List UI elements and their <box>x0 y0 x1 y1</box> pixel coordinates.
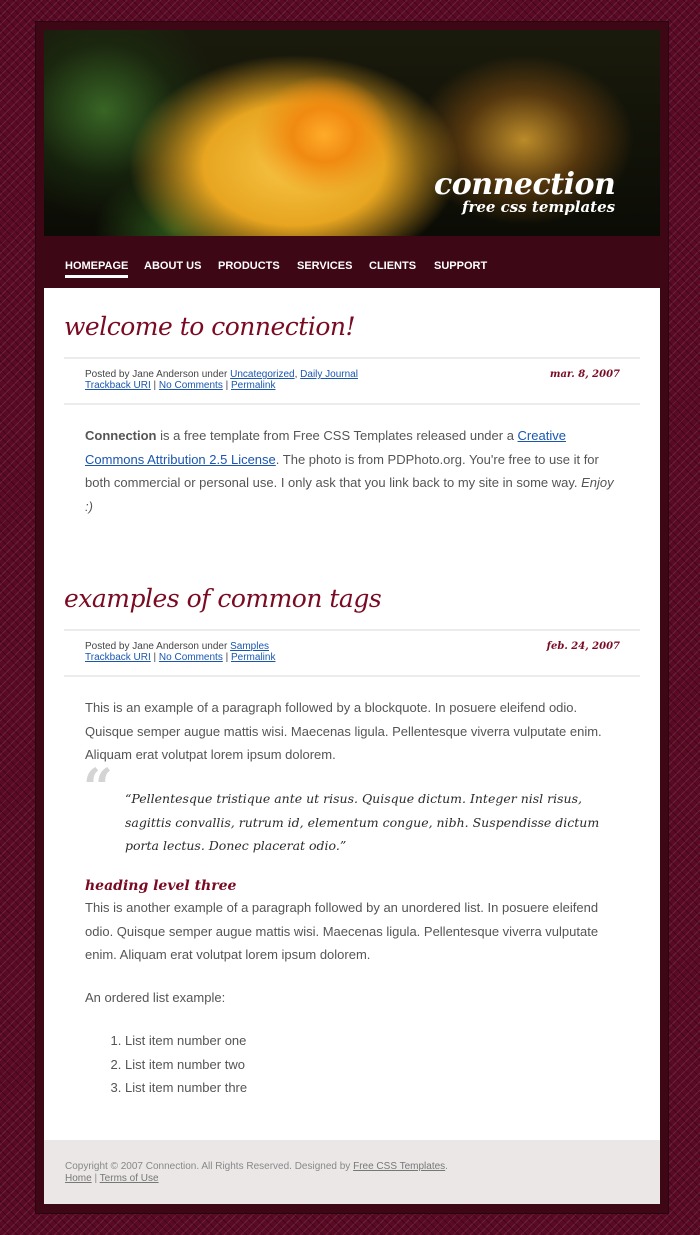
post-meta: Posted by Jane Anderson under Samples Trackback URI | No Comments | Permalink feb. 24, 2007 <box>64 629 640 677</box>
posted-by: Posted by Jane Anderson under <box>85 369 228 380</box>
nav-about-us[interactable]: ABOUT US <box>144 260 202 272</box>
main-nav <box>44 236 660 288</box>
trackback-link[interactable]: Trackback URI <box>85 652 151 663</box>
heading-level-three: heading level three <box>85 878 237 894</box>
footer: Copyright © 2007 Connection. All Rights Reserved. Designed by Free CSS Templates. Home | Terms of Use <box>44 1140 660 1204</box>
comments-link[interactable]: No Comments <box>158 380 223 391</box>
post-body: Connection is a free template from Free CSS Templates released under a Creative Commons Attribution 2.5 License. The photo is from PDPhoto.org. You're free to use it for both commercial or personal use. I only ask that you link back to my site in some way. Enjoy :) <box>85 428 614 514</box>
license-link[interactable]: Creative Commons Attribution 2.5 License <box>85 428 566 467</box>
header-banner <box>44 30 660 236</box>
post-date: feb. 24, 2007 <box>546 641 620 652</box>
category-link[interactable]: Daily Journal <box>300 369 358 380</box>
main-content <box>44 288 660 1140</box>
posted-by: Posted by Jane Anderson under <box>85 641 228 652</box>
list-item: 2. List item number two <box>125 1053 247 1077</box>
permalink-link[interactable]: Permalink <box>230 380 276 391</box>
paragraph: This is an example of a paragraph followed by a blockquote. In posuere eleifend odio. Quisque semper augue mattis wisi. Maecenas ligula. Pellentesque viverra vulputate enim. Aliquam erat volutpat lorem ipsum dolorem. <box>85 700 602 762</box>
nav-services[interactable]: SERVICES <box>297 260 353 272</box>
post-title[interactable]: welcome to connection! <box>64 312 356 341</box>
category-link[interactable]: Samples <box>230 641 270 652</box>
nav-homepage[interactable]: HOMEPAGE <box>65 260 128 278</box>
footer-home-link[interactable]: Home <box>65 1173 92 1184</box>
brand-strong: Connection <box>85 428 157 443</box>
blockquote: “Pellentesque tristique ante ut risus. Quisque dictum. Integer nisl risus, sagittis convallis, rutrum id, elementum congue, nibh. Suspendisse dictum porta lectus. Donec placerat odio.” <box>125 791 600 853</box>
permalink-link[interactable]: Permalink <box>230 652 276 663</box>
list-item: 3. List item number thre <box>125 1076 247 1100</box>
post-title[interactable]: examples of common tags <box>64 584 382 613</box>
ordered-list <box>85 1029 247 1100</box>
nav-products[interactable]: PRODUCTS <box>218 260 280 272</box>
closing-text: Enjoy :) <box>85 475 614 514</box>
post-date: mar. 8, 2007 <box>549 369 620 380</box>
designer-link[interactable]: Free CSS Templates <box>353 1161 446 1172</box>
copyright-text: Copyright © 2007 Connection. All Rights Reserved. Designed by <box>65 1161 351 1172</box>
post-meta: Posted by Jane Anderson under Uncategorized, Daily Journal Trackback URI | No Comments | Permalink mar. 8, 2007 <box>64 357 640 405</box>
paragraph: This is another example of a paragraph followed by an unordered list. In posuere eleifend odio. Quisque semper augue mattis wisi. Maecenas ligula. Pellentesque viverra vulputate enim. Aliquam erat volutpat lorem ipsum dolorem. <box>85 900 599 962</box>
comments-link[interactable]: No Comments <box>158 652 223 663</box>
site-title[interactable]: connection <box>434 167 616 202</box>
list-item: 1. List item number one <box>125 1029 247 1053</box>
quote-icon: “ <box>83 758 113 819</box>
site-subtitle: free css templates <box>462 198 616 216</box>
paragraph: An ordered list example: <box>85 990 226 1005</box>
category-link[interactable]: Uncategorized <box>230 369 295 380</box>
nav-clients[interactable]: CLIENTS <box>369 260 417 272</box>
footer-terms-link[interactable]: Terms of Use <box>99 1173 159 1184</box>
trackback-link[interactable]: Trackback URI <box>85 380 151 391</box>
nav-support[interactable]: SUPPORT <box>434 260 488 272</box>
